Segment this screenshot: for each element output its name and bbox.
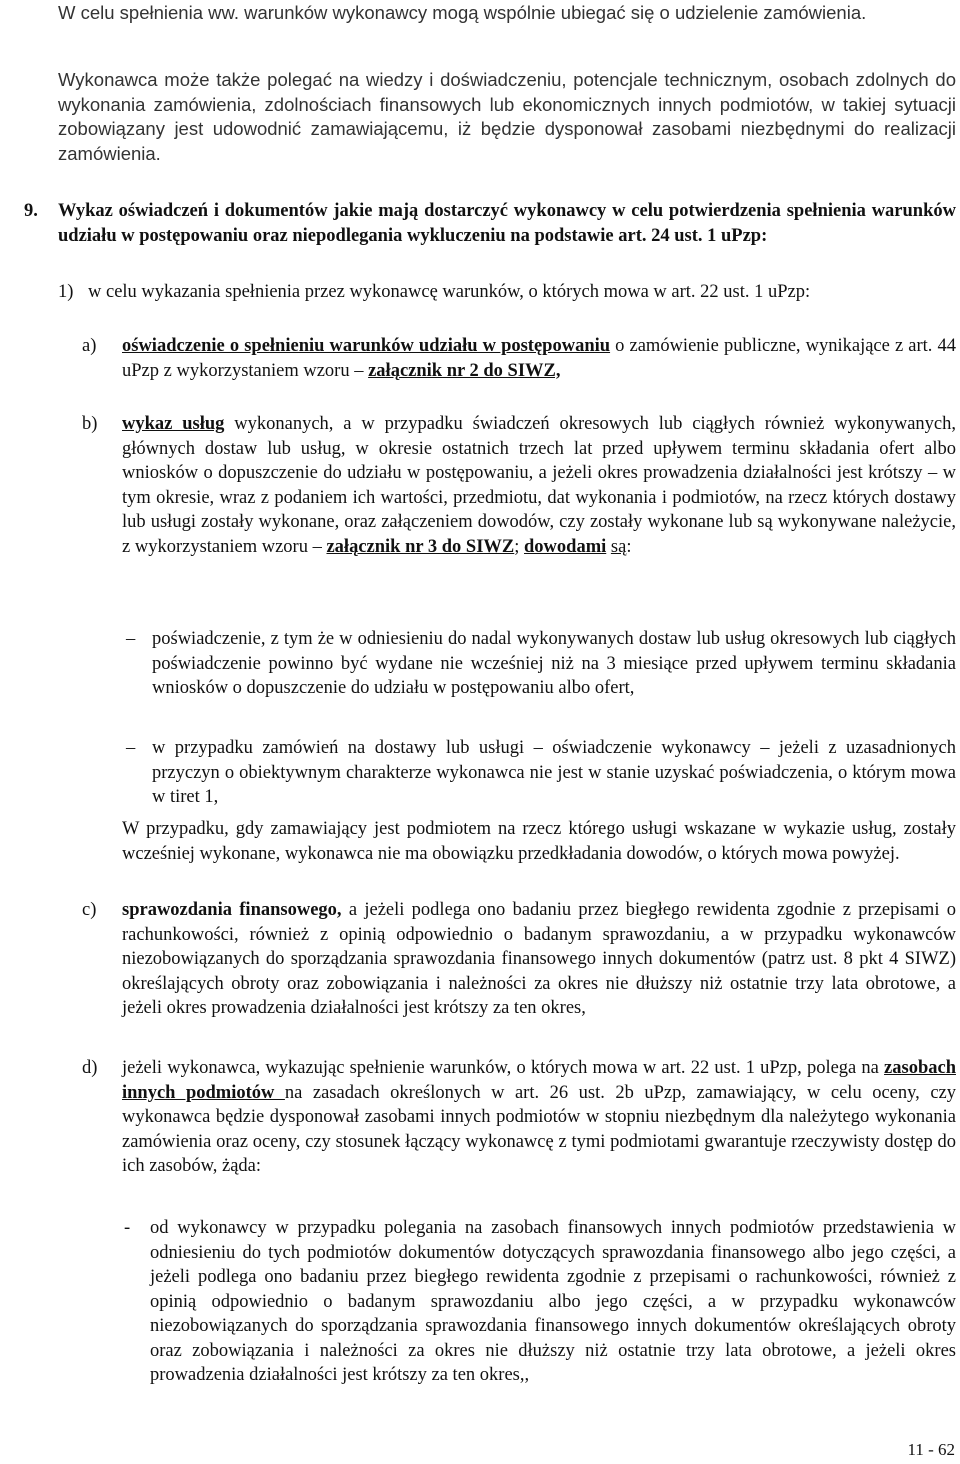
attachment-3-link: załącznik nr 3 do SIWZ bbox=[326, 536, 515, 557]
item-d-body-2: na zasadach określonych w art. 26 ust. 2b uPzp, zamawiający, w celu oceny, czy wykonawca będzie dysponował zasobami innych podmiotów w stopniu niezbędnym dla należytego wykonania zamówienia oraz oceny, czy stosunek łączący wykonawcę z tymi podmiotami gwarantuje rzeczywisty dostęp do ich zasobów, żąda: bbox=[122, 1082, 956, 1176]
item-a-text bbox=[122, 334, 956, 383]
evidence-term: dowodami bbox=[524, 536, 607, 557]
item-c-body: a jeżeli podlega ono badaniu przez biegłego rewidenta zgodnie z przepisami o rachunkowości, również z opinią odpowiednio o badanym sprawozdaniu, a w przypadku wykonawców niezobowiązanych do sporządzania sprawozdania finansowego innych dokumentów (patrz ust. 8 pkt 4 SIWZ) określających obroty oraz zobowiązania i należności za okres nie dłuższy niż ostatnie trzy lata obrotowe, a jeżeli okres prowadzenia działalności jest krótszy za ten okres, bbox=[122, 900, 957, 1018]
item-d-body-1: jeżeli wykonawca, wykazując spełnienie warunków, o których mowa w art. 22 ust. 1 uPzp, polega na bbox=[122, 1058, 885, 1078]
dash-1-text: poświadczenie, z tym że w odniesieniu do nadal wykonywanych dostaw lub usług okresowych lub ciągłych poświadczenie powinno być wydane nie wcześniej niż na 3 miesiące przed upływem terminu składania wniosków o dopuszczenie do udziału w postępowaniu albo ofert, bbox=[152, 629, 956, 698]
item-1-label: 1) bbox=[58, 282, 74, 302]
item-a-label: a) bbox=[82, 336, 97, 356]
item-d-label: d) bbox=[82, 1058, 98, 1078]
declaration-term: oświadczenie o spełnieniu warunków udziału w postępowaniu bbox=[122, 336, 611, 356]
dash-2-mark: – bbox=[126, 738, 136, 758]
item-1-text: w celu wykazania spełnienia przez wykonawcę warunków, o których mowa w art. 22 ust. 1 uPzp: bbox=[88, 282, 811, 302]
item-b-dash: – bbox=[312, 536, 327, 557]
item-b-separator: ; bbox=[514, 536, 525, 557]
item-a-body: o zamówienie publiczne, wynikające z art. 44 uPzp z wykorzystaniem wzoru bbox=[122, 336, 957, 381]
intro-paragraph-1: W celu spełnienia ww. warunków wykonawcy mogą wspólnie ubiegać się o udzielenie zamówienia. bbox=[58, 2, 867, 23]
item-b-text bbox=[122, 412, 956, 559]
item-c-text bbox=[122, 898, 956, 1021]
dash-1-mark: – bbox=[126, 629, 136, 649]
item-b-label: b) bbox=[82, 414, 98, 434]
item-d-text bbox=[122, 1056, 956, 1179]
section-number: 9. bbox=[24, 201, 38, 221]
item-c-label: c) bbox=[82, 900, 97, 920]
item-b-body: wykonanych, a w przypadku świadczeń okresowych lub ciągłych również wykonywanych, głównych dostaw lub usług, w okresie ostatnich trzech lat przed upływem terminu składania ofert albo wniosków o dopuszczenie do udziału w postępowaniu, a jeżeli okres prowadzenia działalności jest krótszy – w tym okresie, wraz z podaniem ich wartości, przedmiotu, dat wykonania i podmiotów, na rzecz których dostawy lub usługi zostały wykonane, oraz załączeniem dowodów, czy zostały wykonane lub są wykonywane należycie, z wykorzystaniem wzoru bbox=[122, 414, 957, 557]
services-list-term: wykaz usług bbox=[122, 414, 225, 434]
evidence-note: W przypadku, gdy zamawiający jest podmiotem na rzecz którego usługi wskazane w wykazie usług, zostały wcześniej wykonane, wykonawca nie ma obowiązku przedkładania dowodów, o których mowa powyżej. bbox=[122, 819, 956, 864]
other-entities-resources-term: zasobach innych podmiotów bbox=[122, 1058, 956, 1103]
sub-item-mark: - bbox=[124, 1218, 131, 1238]
dash-2-text: w przypadku zamówień na dostawy lub usługi – oświadczenie wykonawcy – jeżeli z uzasadnionych przyczyn o obiektywnym charakterze wykonawca nie jest w stanie uzyskać poświadczenia, o którym mowa w tiret 1, bbox=[152, 738, 956, 807]
page-number: 11 - 62 bbox=[907, 1440, 955, 1459]
intro-paragraph-2: Wykonawca może także polegać na wiedzy i doświadczeniu, potencjale technicznym, osobach zdolnych do wykonania zamówienia, zdolnościach finansowych lub ekonomicznych innych podmiotów, w takiej sytuacji zobowiązany jest udowodnić zamawiającemu, iż będzie dysponował zasobami niezbędnymi do realizacji zamówienia. bbox=[58, 69, 956, 164]
item-a-dash: – bbox=[354, 360, 369, 381]
attachment-2-link: załącznik nr 2 do SIWZ, bbox=[368, 360, 561, 381]
financial-report-term: sprawozdania finansowego, bbox=[122, 900, 342, 920]
sub-item-text: od wykonawcy w przypadku polegania na zasobach finansowych innych podmiotów przedstawienia w odniesieniu do tych podmiotów dokumentów dotyczących sprawozdania finansowego albo jego części, a jeżeli podlega ono badaniu przez biegłego rewidenta zgodnie z przepisami o rachunkowości, również z opinią odpowiednio o badanym sprawozdaniu albo jego części, a w przypadku wykonawców niezobowiązanych do sporządzania sprawozdania finansowego innych dokumentów określających obroty oraz zobowiązania i należności za okres nie dłuższy niż ostatnie trzy lata obrotowe, a jeżeli okres prowadzenia działalności jest krótszy za ten okres,, bbox=[150, 1218, 956, 1385]
item-b-colon: : bbox=[626, 536, 632, 557]
item-b-are: są bbox=[610, 536, 627, 557]
section-heading: Wykaz oświadczeń i dokumentów jakie mają dostarczyć wykonawcy w celu potwierdzenia spełnienia warunków udziału w postępowaniu oraz niepodlegania wykluczeniu na podstawie art. 24 ust. 1 uPzp: bbox=[58, 201, 956, 246]
